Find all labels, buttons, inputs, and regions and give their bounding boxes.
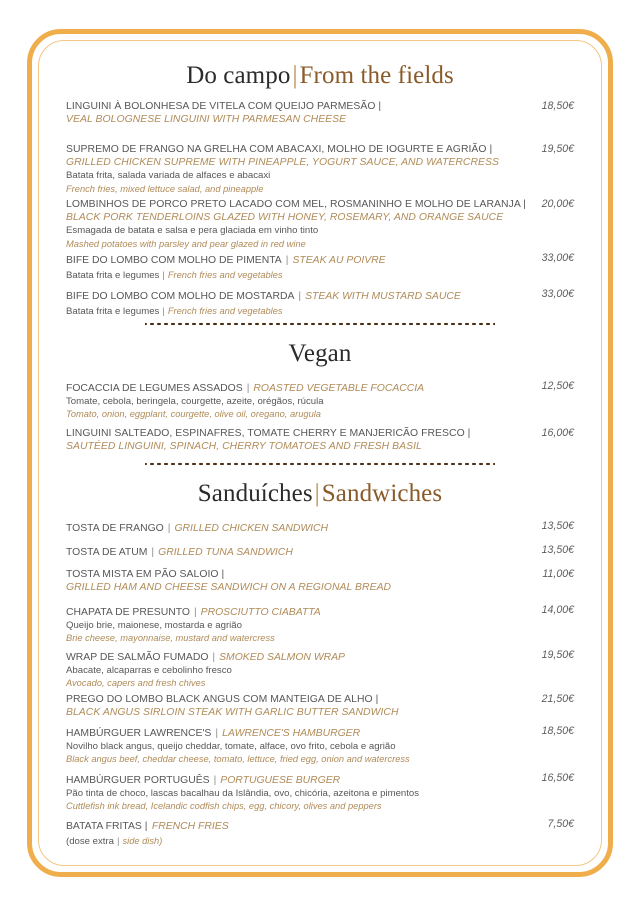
menu-item-name-pt: BATATA FRITAS | <box>66 821 148 832</box>
menu-item-price: 18,50€ <box>541 100 574 112</box>
menu-item-price: 19,50€ <box>541 143 574 155</box>
menu-item-price: 16,50€ <box>541 772 574 784</box>
menu-item-text <box>66 693 478 719</box>
description-separator: | <box>162 270 165 282</box>
menu-item-description-en: French fries, mixed lettuce salad, and pineapple <box>66 183 264 194</box>
menu-item-price: 33,00€ <box>541 288 574 300</box>
menu-item-description-en: Cuttlefish ink bread, Icelandic codfish chips, egg, chicory, olives and peppers <box>66 801 382 812</box>
name-separator: | <box>285 255 289 266</box>
name-separator: | <box>167 523 171 534</box>
name-separator: | <box>298 291 302 302</box>
menu-item-name-pt: TOSTA DE FRANGO <box>66 523 164 534</box>
menu-item <box>66 252 574 282</box>
menu-item-description-en: Avocado, capers and fresh chives <box>66 678 206 689</box>
menu-item-title <box>66 544 478 559</box>
menu-item-name-pt: HAMBÚRGUER PORTUGUÊS <box>66 775 210 786</box>
menu-item-name-pt: WRAP DE SALMÃO FUMADO <box>66 652 209 663</box>
menu-item <box>66 818 574 848</box>
menu-item-title <box>66 649 478 664</box>
menu-item <box>66 198 574 251</box>
menu-item-description <box>66 303 478 318</box>
menu-item-text <box>66 288 478 318</box>
menu-item-name-en: PORTUGUESE BURGER <box>220 775 341 786</box>
menu-item-name-pt: BIFE DO LOMBO COM MOLHO DE MOSTARDA <box>66 291 295 302</box>
menu-item-name-pt: SUPREMO DE FRANGO NA GRELHA COM ABACAXI, MOLHO DE IOGURTE E AGRIÃO | <box>66 144 493 155</box>
menu-item-name-pt: PREGO DO LOMBO BLACK ANGUS COM MANTEIGA DE ALHO | <box>66 694 379 705</box>
menu-item <box>66 288 574 318</box>
menu-item-name-en: BLACK PORK TENDERLOINS GLAZED WITH HONEY, ROSEMARY, AND ORANGE SAUCE <box>66 212 504 224</box>
menu-item <box>66 143 574 196</box>
menu-item-text <box>66 252 478 282</box>
menu-item-title <box>66 252 478 267</box>
section-heading-separator: | <box>292 62 298 89</box>
menu-item <box>66 604 574 646</box>
section-heading <box>0 480 640 508</box>
menu-item-title <box>66 725 478 740</box>
name-separator: | <box>151 547 155 558</box>
menu-item-text <box>66 649 478 691</box>
description-separator: | <box>162 306 165 318</box>
menu-item-price: 18,50€ <box>541 725 574 737</box>
menu-item-text <box>66 725 478 767</box>
menu-item-name-pt: LINGUINI À BOLONHESA DE VITELA COM QUEIJO PARMESÃO | <box>66 101 382 112</box>
menu-item-name-pt: TOSTA DE ATUM <box>66 547 148 558</box>
name-separator: | <box>193 607 197 618</box>
menu-item-description-en: French fries and vegetables <box>167 270 283 281</box>
menu-item-name-en: LAWRENCE'S HAMBURGER <box>222 728 361 739</box>
menu-item-text <box>66 568 478 594</box>
menu-item-name-en: GRILLED CHICKEN SANDWICH <box>174 523 329 534</box>
menu-item-price: 11,00€ <box>542 568 574 580</box>
section-heading-en: Sandwiches <box>321 480 443 507</box>
menu-item-name-en: GRILLED HAM AND CHEESE SANDWICH ON A REGIONAL BREAD <box>66 582 392 594</box>
section-heading-pt: Sanduíches <box>197 480 313 507</box>
menu-item <box>66 725 574 767</box>
menu-item-title <box>66 520 478 535</box>
menu-item-name-pt: CHAPATA DE PRESUNTO <box>66 607 190 618</box>
description-separator: | <box>117 836 120 848</box>
menu-item-description <box>66 267 478 282</box>
menu-item-description-pt: Batata frita e legumes <box>66 270 160 282</box>
name-separator: | <box>213 775 217 786</box>
menu-item-text <box>66 544 478 559</box>
menu-item-description-en: Mashed potatoes with parsley and pear glazed in red wine <box>66 238 306 249</box>
menu-item-name-en: VEAL BOLOGNESE LINGUINI WITH PARMESAN CHEESE <box>66 114 347 126</box>
menu-item-name-en: STEAK AU POIVRE <box>292 255 386 266</box>
menu-item-price: 20,00€ <box>541 198 574 210</box>
menu-item-description-pt: Batata frita e legumes <box>66 306 160 318</box>
menu-item-name-en: ROASTED VEGETABLE FOCACCIA <box>253 383 425 394</box>
menu-item <box>66 544 574 559</box>
section-heading <box>0 340 640 368</box>
menu-item-text <box>66 143 499 196</box>
name-separator: | <box>246 383 250 394</box>
menu-item-name-en: PROSCIUTTO CIABATTA <box>200 607 321 618</box>
menu-item-description-en: Tomato, onion, eggplant, courgette, olive oil, oregano, arugula <box>66 409 321 420</box>
section-divider <box>145 462 495 466</box>
menu-item-text <box>66 604 478 646</box>
menu-item-description-pt: Pão tinta de choco, lascas bacalhau da Islândia, ovo, chicória, azeitona e pimentos <box>66 788 420 800</box>
name-separator: | <box>212 652 216 663</box>
menu-item-text <box>66 100 478 126</box>
menu-item-name-en: SAUTÉED LINGUINI, SPINACH, CHERRY TOMATOES AND FRESH BASIL <box>66 441 422 453</box>
menu-item <box>66 520 574 535</box>
section-heading <box>0 62 640 90</box>
menu-item-name-pt: FOCACCIA DE LEGUMES ASSADOS <box>66 383 243 394</box>
menu-item-name-en: STEAK WITH MUSTARD SAUCE <box>305 291 461 302</box>
section-heading-pt: Vegan <box>288 340 352 367</box>
menu-item-price: 19,50€ <box>541 649 574 661</box>
menu-item-price: 7,50€ <box>547 818 574 830</box>
menu-item-description-pt: Esmagada de batata e salsa e pera glaciada em vinho tinto <box>66 225 319 237</box>
menu-item-text <box>66 772 478 814</box>
menu-item-text <box>66 380 478 422</box>
menu-item-name-en: BLACK ANGUS SIRLOIN STEAK WITH GARLIC BUTTER SANDWICH <box>66 707 399 719</box>
menu-item-description-pt: Batata frita, salada variada de alfaces e abacaxi <box>66 170 271 182</box>
section-heading-separator: | <box>314 480 320 507</box>
menu-item <box>66 427 574 453</box>
menu-item-title <box>66 772 478 787</box>
menu-item-price: 13,50€ <box>541 520 574 532</box>
menu-item-title <box>66 604 478 619</box>
menu-item <box>66 380 574 422</box>
menu-item-description-pt: Abacate, alcaparras e cebolinho fresco <box>66 665 232 677</box>
menu-item-name-pt: HAMBÚRGUER LAWRENCE'S <box>66 728 212 739</box>
menu-item <box>66 649 574 691</box>
menu-item-price: 12,50€ <box>541 380 574 392</box>
menu-item-name-pt: TOSTA MISTA EM PÃO SALOIO | <box>66 569 225 580</box>
menu-item-name-en: GRILLED TUNA SANDWICH <box>158 547 293 558</box>
section-divider <box>145 322 495 326</box>
menu-item-description-en: Brie cheese, mayonnaise, mustard and watercress <box>66 633 275 644</box>
menu-item-price: 14,00€ <box>541 604 574 616</box>
menu-item-name-pt: BIFE DO LOMBO COM MOLHO DE PIMENTA <box>66 255 282 266</box>
menu-item-name-pt: LINGUINI SALTEADO, ESPINAFRES, TOMATE CHERRY E MANJERICÃO FRESCO | <box>66 428 471 439</box>
menu-item-description-pt: Novilho black angus, queijo cheddar, tomate, alface, ovo frito, cebola e agrião <box>66 741 396 753</box>
menu-item-price: 21,50€ <box>541 693 574 705</box>
menu-item-description-pt: Tomate, cebola, beringela, courgette, azeite, orégãos, rúcula <box>66 396 324 408</box>
menu-item-text <box>66 198 526 251</box>
section-heading-en: From the fields <box>299 62 454 89</box>
section-heading-pt: Do campo <box>186 62 291 89</box>
menu-item-description-en: side dish) <box>122 836 163 847</box>
menu-item-title <box>66 288 478 303</box>
menu-item-description-en: Black angus beef, cheddar cheese, tomato, lettuce, fried egg, onion and watercress <box>66 754 410 765</box>
menu-item <box>66 693 574 719</box>
menu-item-name-en: SMOKED SALMON WRAP <box>219 652 345 663</box>
menu-item-name-en: GRILLED CHICKEN SUPREME WITH PINEAPPLE, YOGURT SAUCE, AND WATERCRESS <box>66 157 499 169</box>
menu-item-description-pt: (dose extra <box>66 836 114 848</box>
menu-item-text <box>66 818 478 848</box>
menu-item-name-pt: LOMBINHOS DE PORCO PRETO LACADO COM MEL, ROSMANINHO E MOLHO DE LARANJA | <box>66 199 526 210</box>
menu-item-price: 13,50€ <box>541 544 574 556</box>
menu-item-text <box>66 520 478 535</box>
menu-item-text <box>66 427 478 453</box>
menu-item <box>66 568 574 594</box>
menu-item-description-en: French fries and vegetables <box>167 306 283 317</box>
menu-item-description-pt: Queijo brie, maionese, mostarda e agrião <box>66 620 242 632</box>
menu-item-description <box>66 833 478 848</box>
menu-item-price: 33,00€ <box>541 252 574 264</box>
menu-item-title <box>66 380 478 395</box>
menu-item-title <box>66 818 478 833</box>
menu-item <box>66 100 574 126</box>
menu-item-price: 16,00€ <box>541 427 574 439</box>
name-separator: | <box>215 728 219 739</box>
menu-item <box>66 772 574 814</box>
menu-item-name-en: FRENCH FRIES <box>151 821 229 832</box>
